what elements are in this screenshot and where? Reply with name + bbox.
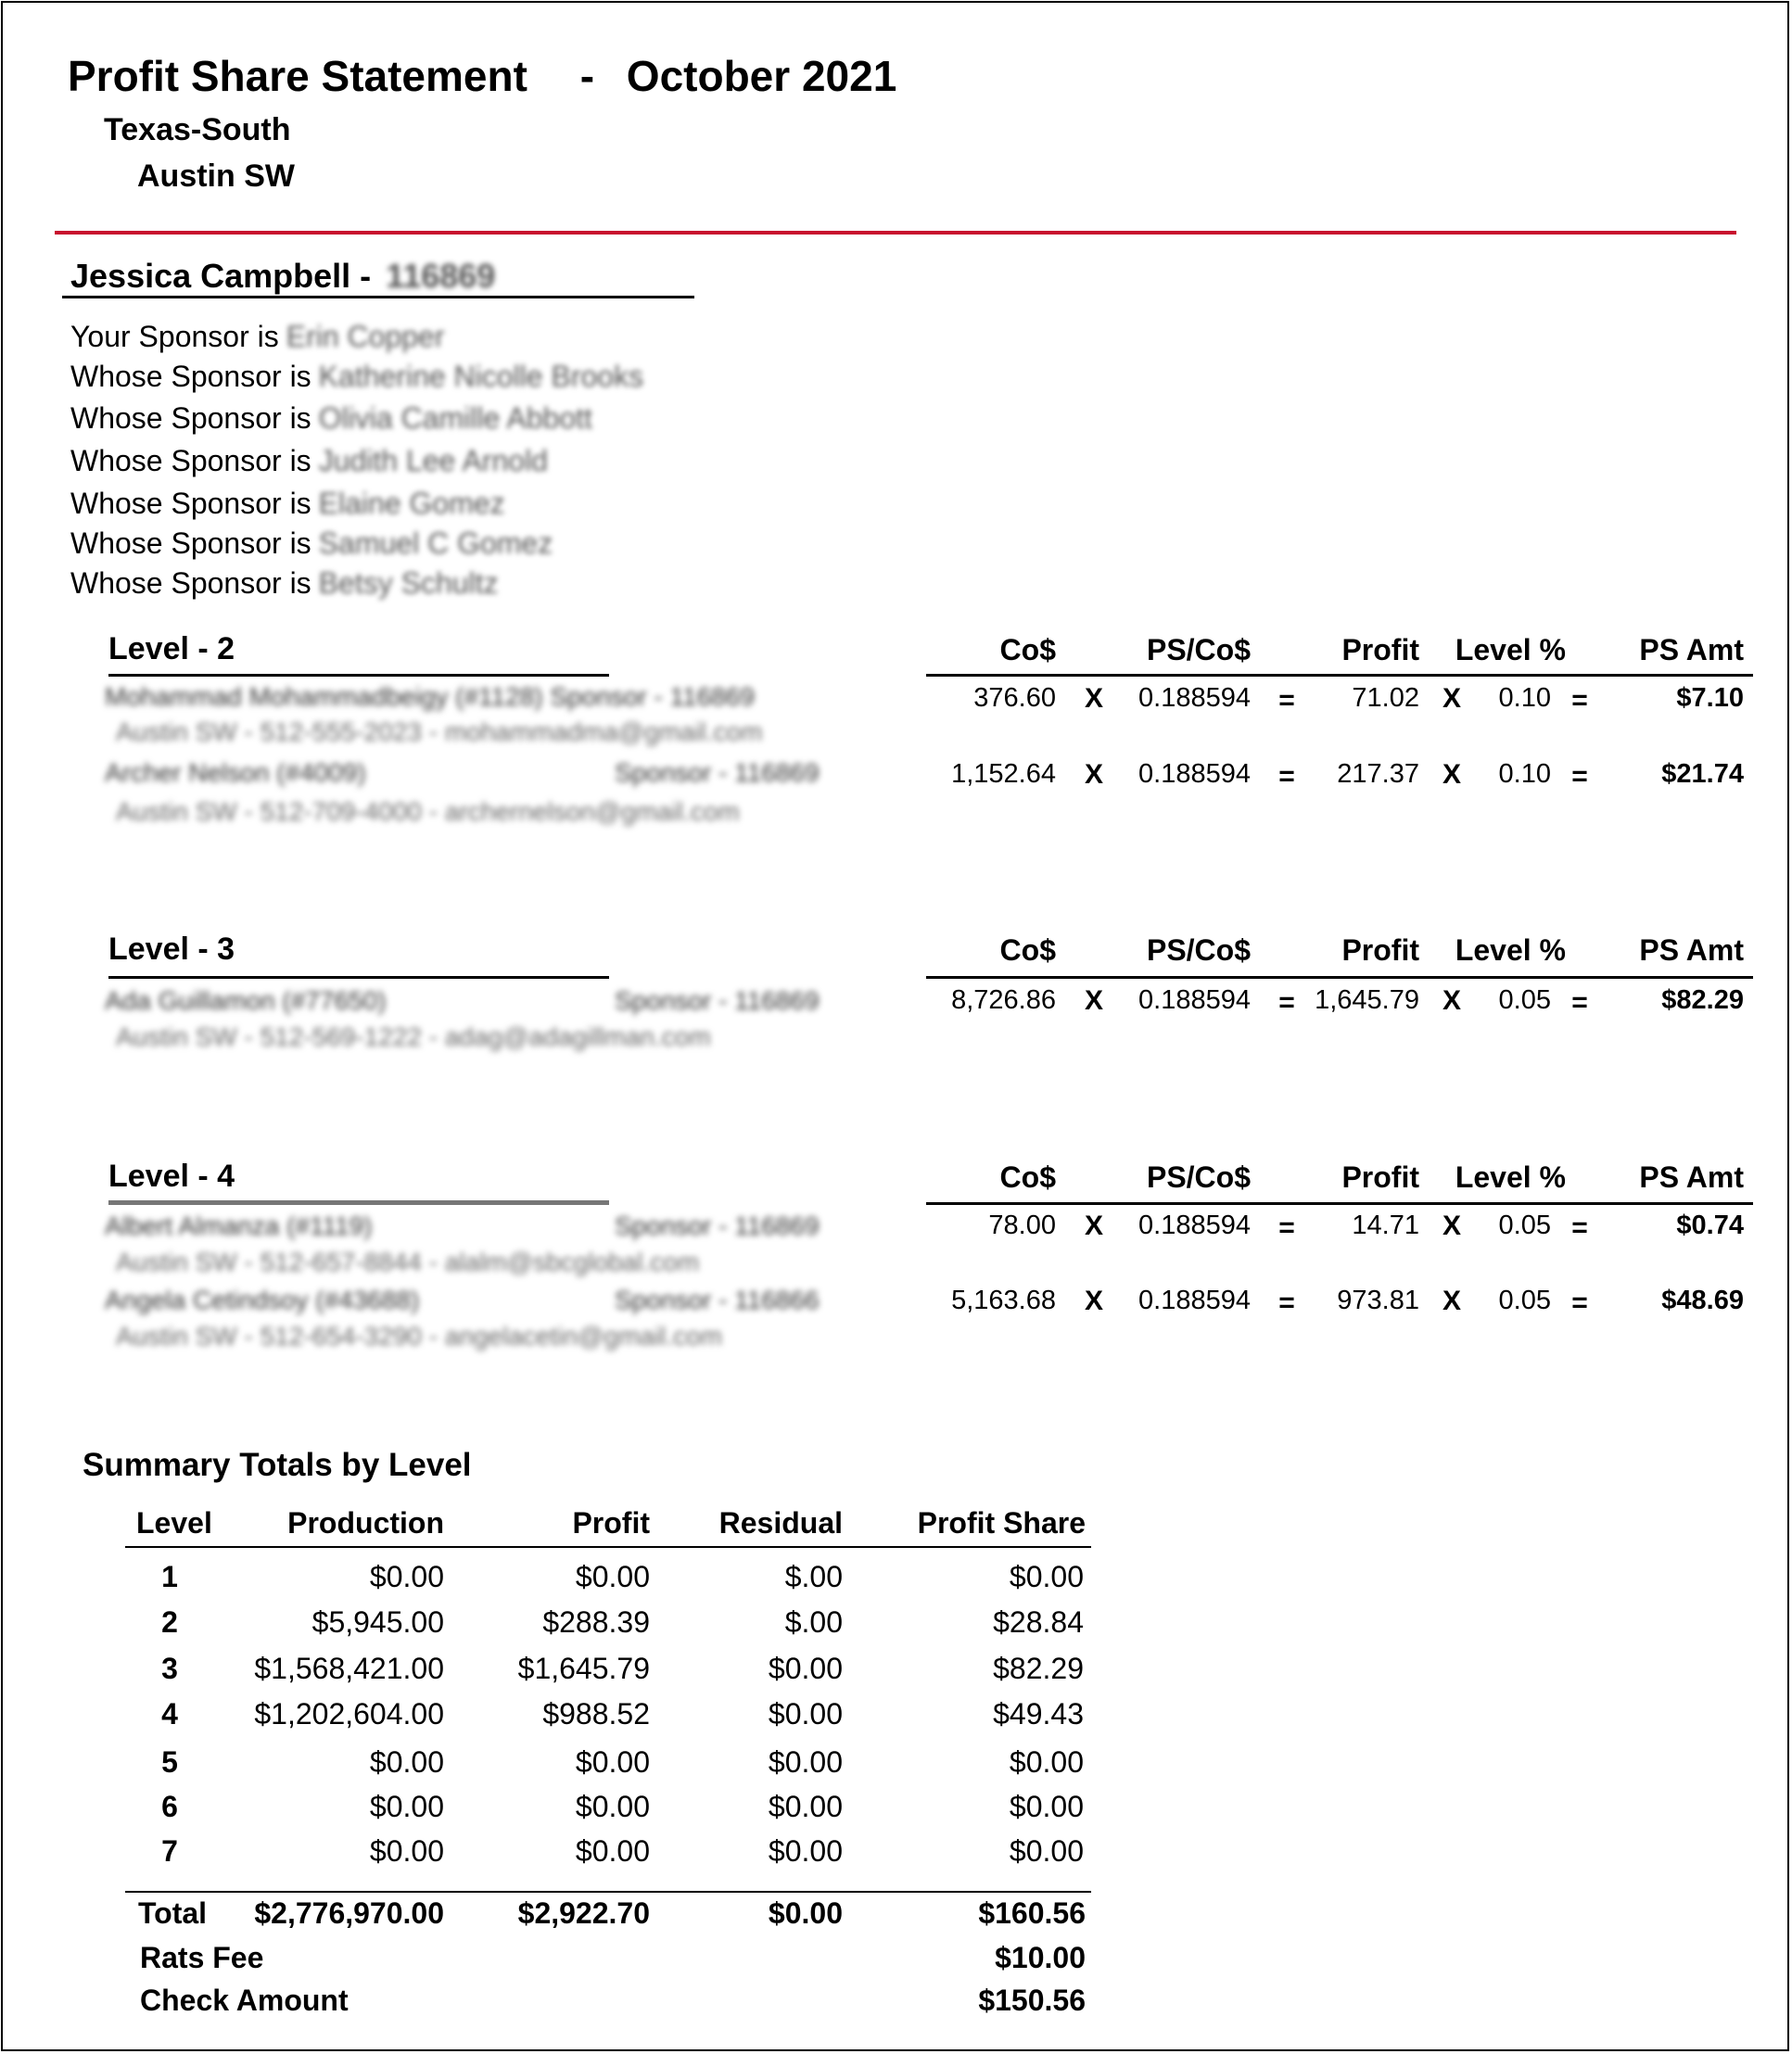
equals-sign: = <box>1571 685 1588 716</box>
times-sign: X <box>1442 1286 1461 1316</box>
summary-profit-share: $0.00 <box>1009 1560 1084 1593</box>
equals-sign: = <box>1278 1287 1295 1318</box>
col-head-level-pct: Level % <box>1455 933 1566 967</box>
ps-cos-value: 0.188594 <box>1138 759 1251 789</box>
downline-contact: Austin SW - 512-709-4000 - archernelson@gmail.com <box>116 797 740 826</box>
level-title: Level - 2 <box>108 631 235 666</box>
summary-title: Summary Totals by Level <box>83 1447 472 1483</box>
ps-cos-value: 0.188594 <box>1138 1286 1251 1315</box>
total-label: Total <box>138 1896 208 1930</box>
downline-contact: Austin SW - 512-555-2023 - mohammadma@gmail.com <box>116 717 763 746</box>
downline-contact: Austin SW - 512-654-3290 - angelacetin@gmail.com <box>116 1322 723 1350</box>
profit-value: 973.81 <box>1337 1286 1419 1315</box>
summary-total-rule <box>125 1891 1091 1893</box>
summary-profit-share: $0.00 <box>1009 1790 1084 1823</box>
level-title: Level - 3 <box>108 932 235 967</box>
col-head-level-pct: Level % <box>1455 633 1566 666</box>
col-head-cos: Co$ <box>999 633 1056 666</box>
summary-profit: $988.52 <box>542 1697 650 1731</box>
times-sign: X <box>1442 985 1461 1016</box>
col-head-profit: Profit <box>1341 933 1419 967</box>
ps-cos-value: 0.188594 <box>1138 985 1251 1015</box>
sponsor-label: Whose Sponsor is <box>70 526 311 560</box>
equals-sign: = <box>1571 987 1588 1018</box>
col-head-ps-amt: PS Amt <box>1639 633 1744 666</box>
statement-period: October 2021 <box>626 52 897 100</box>
sponsor-name: Betsy Schultz <box>318 566 499 600</box>
sponsor-line <box>70 360 643 394</box>
cos-value: 1,152.64 <box>951 759 1056 789</box>
summary-head-profit: Profit <box>572 1506 650 1540</box>
summary-level: 4 <box>161 1697 178 1731</box>
level-underline <box>108 674 609 677</box>
total-profit: $2,922.70 <box>517 1896 650 1930</box>
statement-page <box>1 1 1789 2051</box>
summary-level: 2 <box>161 1605 178 1639</box>
ps-amt-value: $82.29 <box>1661 985 1744 1015</box>
columns-rule <box>926 976 1753 979</box>
summary-level: 6 <box>161 1790 178 1823</box>
member-id: 116869 <box>386 257 496 295</box>
cos-value: 376.60 <box>973 683 1056 713</box>
ps-amt-value: $0.74 <box>1676 1211 1744 1240</box>
times-sign: X <box>1442 683 1461 714</box>
downline-member: Ada Guillamon (#77650) <box>105 986 387 1015</box>
summary-production: $1,568,421.00 <box>254 1652 444 1685</box>
total-residual: $0.00 <box>768 1896 843 1930</box>
level-underline <box>108 976 609 979</box>
header-divider <box>55 231 1736 235</box>
sponsor-label: Whose Sponsor is <box>70 444 311 477</box>
summary-production: $0.00 <box>369 1560 444 1593</box>
profit-value: 71.02 <box>1352 683 1419 713</box>
summary-profit-share: $82.29 <box>993 1652 1084 1685</box>
summary-production: $0.00 <box>369 1790 444 1823</box>
times-sign: X <box>1442 759 1461 790</box>
col-head-level-pct: Level % <box>1455 1160 1566 1194</box>
equals-sign: = <box>1571 1287 1588 1318</box>
statement-title <box>68 51 896 101</box>
equals-sign: = <box>1571 1212 1588 1243</box>
times-sign: X <box>1442 1211 1461 1241</box>
sponsor-line <box>70 444 548 478</box>
ps-amt-value: $21.74 <box>1661 759 1744 789</box>
col-head-profit: Profit <box>1341 633 1419 666</box>
times-sign: X <box>1084 1286 1103 1316</box>
times-sign: X <box>1084 759 1103 790</box>
downline-sponsor: Sponsor - 116866 <box>615 1286 820 1314</box>
sponsor-name: Judith Lee Arnold <box>318 444 548 477</box>
equals-sign: = <box>1278 1212 1295 1243</box>
total-profit-share: $160.56 <box>978 1896 1086 1930</box>
region-name: Texas-South <box>104 112 291 147</box>
title-text: Profit Share Statement <box>68 52 527 100</box>
rats-fee-label: Rats Fee <box>140 1941 264 1974</box>
col-head-ps-cos: PS/Co$ <box>1146 633 1251 666</box>
summary-residual: $0.00 <box>768 1745 843 1779</box>
summary-profit-share: $28.84 <box>993 1605 1084 1639</box>
summary-profit: $0.00 <box>575 1790 650 1823</box>
col-head-ps-cos: PS/Co$ <box>1146 933 1251 967</box>
level-title: Level - 4 <box>108 1159 235 1194</box>
sponsor-line <box>70 526 553 561</box>
summary-profit-share: $0.00 <box>1009 1745 1084 1779</box>
columns-rule <box>926 674 1753 677</box>
sponsor-label: Whose Sponsor is <box>70 487 311 520</box>
area-name: Austin SW <box>137 158 295 194</box>
summary-head-residual: Residual <box>718 1506 843 1540</box>
downline-sponsor: Sponsor - 116869 <box>615 986 820 1015</box>
summary-profit-share: $0.00 <box>1009 1834 1084 1868</box>
member-underline <box>62 296 694 298</box>
cos-value: 8,726.86 <box>951 985 1056 1015</box>
equals-sign: = <box>1278 685 1295 716</box>
downline-contact: Austin SW - 512-657-8844 - alalm@sbcglobal.com <box>116 1248 700 1276</box>
sponsor-label: Whose Sponsor is <box>70 566 311 600</box>
downline-member: Mohammad Mohammadbeigy (#1128) Sponsor - 116869 <box>105 682 755 711</box>
level-pct-value: 0.05 <box>1498 1286 1551 1315</box>
summary-head-production: Production <box>287 1506 444 1540</box>
ps-amt-value: $7.10 <box>1676 683 1744 713</box>
level-pct-value: 0.10 <box>1498 759 1551 789</box>
times-sign: X <box>1084 1211 1103 1241</box>
summary-residual: $.00 <box>784 1560 843 1593</box>
col-head-cos: Co$ <box>999 1160 1056 1194</box>
downline-member: Albert Almanza (#1119) <box>105 1211 373 1240</box>
times-sign: X <box>1084 985 1103 1016</box>
cos-value: 5,163.68 <box>951 1286 1056 1315</box>
equals-sign: = <box>1278 987 1295 1018</box>
level-pct-value: 0.10 <box>1498 683 1551 713</box>
sponsor-label: Your Sponsor is <box>70 320 279 353</box>
col-head-ps-amt: PS Amt <box>1639 1160 1744 1194</box>
summary-level: 7 <box>161 1834 178 1868</box>
summary-profit: $0.00 <box>575 1560 650 1593</box>
summary-production: $1,202,604.00 <box>254 1697 444 1731</box>
col-head-profit: Profit <box>1341 1160 1419 1194</box>
level-pct-value: 0.05 <box>1498 1211 1551 1240</box>
ps-amt-value: $48.69 <box>1661 1286 1744 1315</box>
col-head-ps-amt: PS Amt <box>1639 933 1744 967</box>
ps-cos-value: 0.188594 <box>1138 1211 1251 1240</box>
summary-profit: $1,645.79 <box>517 1652 650 1685</box>
times-sign: X <box>1084 683 1103 714</box>
equals-sign: = <box>1278 761 1295 792</box>
summary-residual: $0.00 <box>768 1652 843 1685</box>
summary-residual: $0.00 <box>768 1790 843 1823</box>
downline-member: Angela Cetindsoy (#43688) <box>105 1286 420 1314</box>
cos-value: 78.00 <box>988 1211 1056 1240</box>
downline-sponsor: Sponsor - 116869 <box>615 758 820 787</box>
ps-cos-value: 0.188594 <box>1138 683 1251 713</box>
downline-contact: Austin SW - 512-569-1222 - adag@adagillman.com <box>116 1022 711 1051</box>
sponsor-line <box>70 320 444 354</box>
profit-value: 217.37 <box>1337 759 1419 789</box>
summary-level: 3 <box>161 1652 178 1685</box>
member-heading <box>70 257 495 296</box>
summary-profit-share: $49.43 <box>993 1697 1084 1731</box>
downline-sponsor: Sponsor - 116869 <box>615 1211 820 1240</box>
sponsor-line <box>70 566 499 601</box>
level-pct-value: 0.05 <box>1498 985 1551 1015</box>
summary-head-level: Level <box>136 1506 212 1540</box>
summary-head-profit-share: Profit Share <box>917 1506 1086 1540</box>
summary-production: $5,945.00 <box>311 1605 444 1639</box>
sponsor-name: Elaine Gomez <box>318 487 505 520</box>
sponsor-label: Whose Sponsor is <box>70 360 311 393</box>
sponsor-name: Katherine Nicolle Brooks <box>318 360 644 393</box>
sponsor-name: Samuel C Gomez <box>318 526 553 560</box>
check-amount-label: Check Amount <box>140 1984 349 2017</box>
sponsor-label: Whose Sponsor is <box>70 401 311 435</box>
sponsor-line <box>70 487 505 521</box>
summary-profit: $0.00 <box>575 1834 650 1868</box>
summary-level: 5 <box>161 1745 178 1779</box>
summary-residual: $0.00 <box>768 1834 843 1868</box>
col-head-ps-cos: PS/Co$ <box>1146 1160 1251 1194</box>
col-head-cos: Co$ <box>999 933 1056 967</box>
summary-header-rule <box>125 1546 1091 1548</box>
check-amount-value: $150.56 <box>978 1984 1086 2017</box>
title-separator: - <box>579 52 595 100</box>
member-name: Jessica Campbell - <box>70 257 372 295</box>
profit-value: 14.71 <box>1352 1211 1419 1240</box>
summary-residual: $0.00 <box>768 1697 843 1731</box>
rats-fee-value: $10.00 <box>995 1941 1086 1974</box>
summary-level: 1 <box>161 1560 178 1593</box>
equals-sign: = <box>1571 761 1588 792</box>
total-production: $2,776,970.00 <box>254 1896 444 1930</box>
summary-profit: $288.39 <box>542 1605 650 1639</box>
columns-rule <box>926 1202 1753 1205</box>
sponsor-line <box>70 401 592 436</box>
sponsor-name: Olivia Camille Abbott <box>318 401 592 435</box>
summary-residual: $.00 <box>784 1605 843 1639</box>
summary-production: $0.00 <box>369 1834 444 1868</box>
level-underline <box>108 1200 609 1205</box>
summary-production: $0.00 <box>369 1745 444 1779</box>
downline-member: Archer Nelson (#4009) <box>105 758 366 787</box>
profit-value: 1,645.79 <box>1315 985 1419 1015</box>
summary-profit: $0.00 <box>575 1745 650 1779</box>
sponsor-name: Erin Copper <box>286 320 445 353</box>
